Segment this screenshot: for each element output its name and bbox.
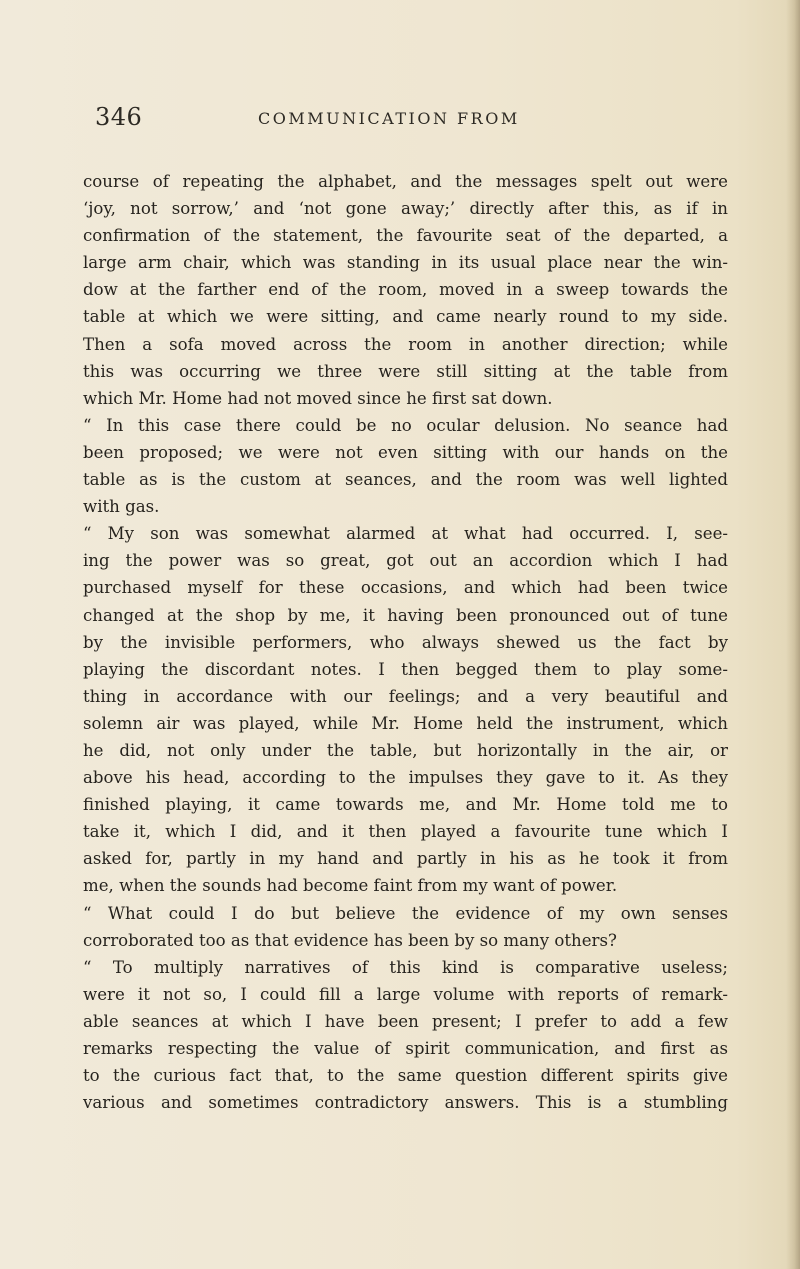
page-number: 346: [95, 103, 143, 131]
text-line: to the curious fact that, to the same question different spirits give: [83, 1066, 728, 1086]
text-line: “ To multiply narratives of this kind is comparative useless;: [83, 957, 728, 977]
text-line: ing the power was so great, got out an accordion which I had: [83, 551, 728, 571]
text-line: above his head, according to the impulses they gave to it. As they: [83, 768, 728, 788]
text-line: large arm chair, which was standing in its usual place near the win-: [83, 253, 728, 273]
text-line: “ In this case there could be no ocular delusion. No seance had: [83, 415, 728, 435]
text-line: were it not so, I could fill a large volume with reports of remark-: [83, 984, 728, 1004]
text-line: purchased myself for these occasions, and which had been twice: [83, 578, 728, 598]
text-line: been proposed; we were not even sitting with our hands on the: [83, 442, 728, 462]
text-line: finished playing, it came towards me, and Mr. Home told me to: [83, 795, 728, 815]
text-line: with gas.: [83, 497, 160, 517]
text-line: corroborated too as that evidence has been by so many others?: [83, 930, 617, 950]
text-line: dow at the farther end of the room, moved in a sweep towards the: [83, 280, 728, 300]
text-line: solemn air was played, while Mr. Home held the instrument, which: [83, 713, 728, 733]
running-head: [0, 103, 800, 143]
page-edge-shadow: [786, 0, 800, 1269]
text-line: this was occurring we three were still sitting at the table from: [83, 361, 728, 381]
text-line: take it, which I did, and it then played a favourite tune which I: [83, 822, 728, 842]
text-line: course of repeating the alphabet, and the messages spelt out were: [83, 172, 728, 191]
text-line: “ My son was somewhat alarmed at what had occurred. I, see-: [83, 524, 728, 544]
text-line: asked for, partly in my hand and partly in his as he took it from: [83, 849, 728, 869]
body-text: [83, 168, 728, 1116]
text-line: changed at the shop by me, it having been pronounced out of tune: [83, 605, 728, 625]
text-line: he did, not only under the table, but horizontally in the air, or: [83, 740, 728, 760]
text-line: Then a sofa moved across the room in another direction; while: [83, 334, 728, 354]
text-line: by the invisible performers, who always shewed us the fact by: [83, 632, 728, 652]
running-title: COMMUNICATION FROM: [258, 109, 520, 128]
text-line: playing the discordant notes. I then begged them to play some-: [83, 659, 728, 679]
text-line: able seances at which I have been present; I prefer to add a few: [83, 1011, 728, 1031]
text-line: ‘joy, not sorrow,’ and ‘not gone away;’ directly after this, as if in: [83, 199, 728, 219]
text-line: confirmation of the statement, the favourite seat of the departed, a: [83, 226, 728, 246]
text-line: thing in accordance with our feelings; and a very beautiful and: [83, 686, 728, 706]
text-line: table at which we were sitting, and came nearly round to my side.: [83, 307, 728, 327]
text-line: remarks respecting the value of spirit communication, and first as: [83, 1039, 728, 1058]
text-line: which Mr. Home had not moved since he first sat down.: [83, 388, 553, 408]
text-line: various and sometimes contradictory answers. This is a stumbling: [83, 1093, 728, 1113]
text-line: “ What could I do but believe the evidence of my own senses: [83, 903, 728, 923]
text-line: table as is the custom at seances, and the room was well lighted: [83, 470, 728, 490]
text-line: me, when the sounds had become faint from my want of power.: [83, 876, 618, 896]
